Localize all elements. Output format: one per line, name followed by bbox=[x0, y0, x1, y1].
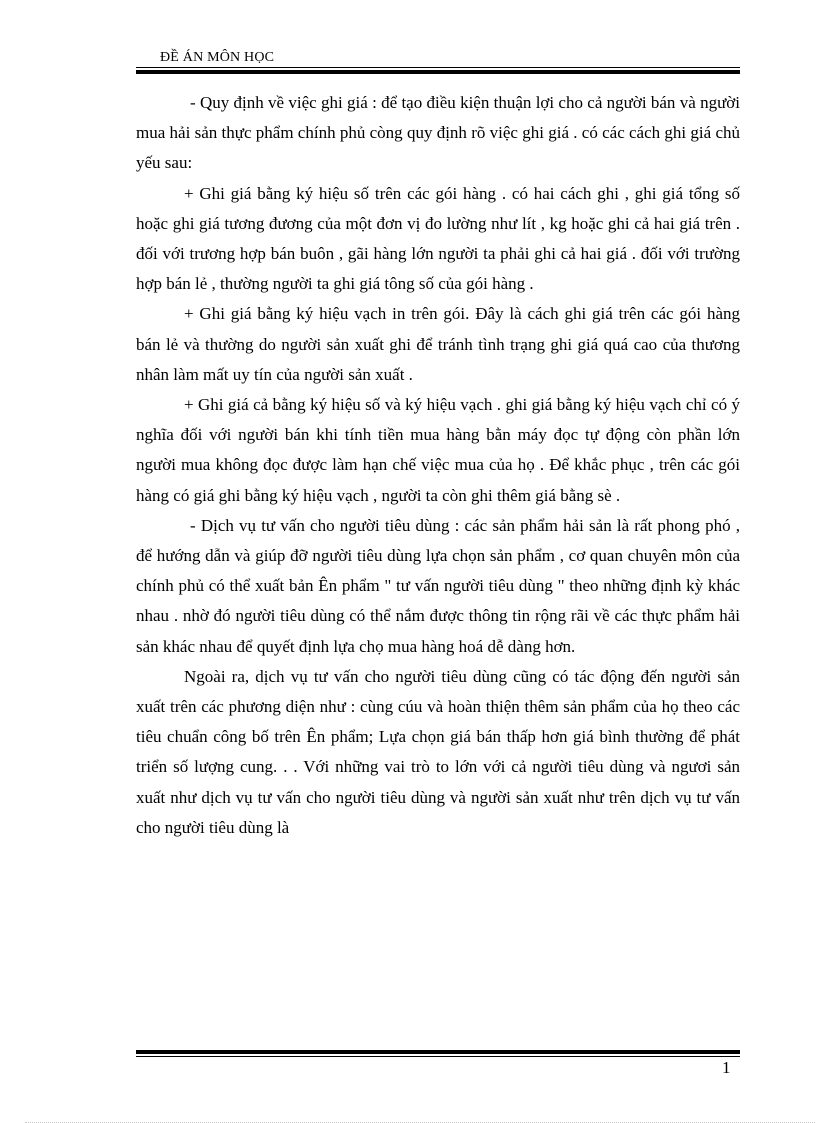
paragraph-combined-price: + Ghi giá cả bằng ký hiệu số và ký hiệu vạch . ghi giá bằng ký hiệu vạch chỉ có ý nghĩa đối với người bán khi tính tiền mua hàng bằn máy đọc tự động còn phần lớn người mua không đọc được làm hạn chế việc mua của họ . Để khắc phục , trên các gói hàng có giá ghi bằng ký hiệu vạch , người ta còn ghi thêm giá bằng sè . bbox=[136, 395, 740, 505]
footer-rule-thick bbox=[136, 1050, 740, 1054]
header-rule-thin bbox=[136, 67, 740, 68]
header-rule-thick bbox=[136, 70, 740, 74]
paragraph-numeric-price: + Ghi giá bằng ký hiệu số trên các gói hàng . có hai cách ghi , ghi giá tổng số hoặc ghi giá tương đương của một đơn vị đo lường như lít , kg hoặc ghi cả hai giá trên . đối với trương hợp bán buôn , gãi hàng lớn người ta phải ghi cả hai giá . đối với trường hợp bán lẻ , thường người ta ghi giá tông số của gói hàng . bbox=[136, 183, 740, 294]
paragraph-producer-impact: Ngoài ra, dịch vụ tư vấn cho người tiêu dùng cũng có tác động đến người sản xuất trên các phương diện như : cùng cúu và hoàn thiện thêm sản phẩm của họ theo các tiêu chuẩn công bố trên Ên phẩm; Lựa chọn giá bán thấp hơn giá bình thường để phát triển số lượng cung. . . Với những vai trò to lớn với cả người tiêu dùng và ngươi sản xuất như dịch vụ tư vấn cho người tiêu dùng và người sản xuất như trên dịch vụ tư vấn cho người tiêu dùng là bbox=[136, 666, 740, 837]
paragraph-price-regulation: - Quy định về việc ghi giá : để tạo điều kiện thuận lợi cho cả người bán và người mua hải sản thực phẩm chính phủ còng quy định rõ việc ghi giá . có các cách ghi giá chủ yếu sau: bbox=[136, 93, 740, 173]
body-text bbox=[136, 88, 740, 843]
header-title: ĐỀ ÁN MÔN HỌC bbox=[160, 50, 275, 65]
footer-rule-thin bbox=[136, 1056, 740, 1057]
paragraph-barcode-price: + Ghi giá bằng ký hiệu vạch in trên gói. Đây là cách ghi giá trên các gói hàng bán lẻ và thường do người sản xuất ghi để tránh tình trạng ghi giá quá cao của thương nhân làm mất uy tín của người sản xuất . bbox=[136, 304, 740, 384]
page-number: 1 bbox=[722, 1058, 731, 1077]
paragraph-consumer-advisory: - Dịch vụ tư vấn cho người tiêu dùng : các sản phẩm hải sản là rất phong phó , để hướng dẫn và giúp đỡ người tiêu dùng lựa chọn sản phẩm , cơ quan chuyên môn của chính phủ có thể xuất bản Ên phẩm " tư vấn người tiêu dùng " theo những định kỳ khác nhau . nhờ đó người tiêu dùng có thể nắm được thông tin rộng rãi về các thực phẩm hải sản khác nhau để quyết định lựa chọ mua hàng hoá dễ dàng hơn. bbox=[136, 515, 740, 656]
